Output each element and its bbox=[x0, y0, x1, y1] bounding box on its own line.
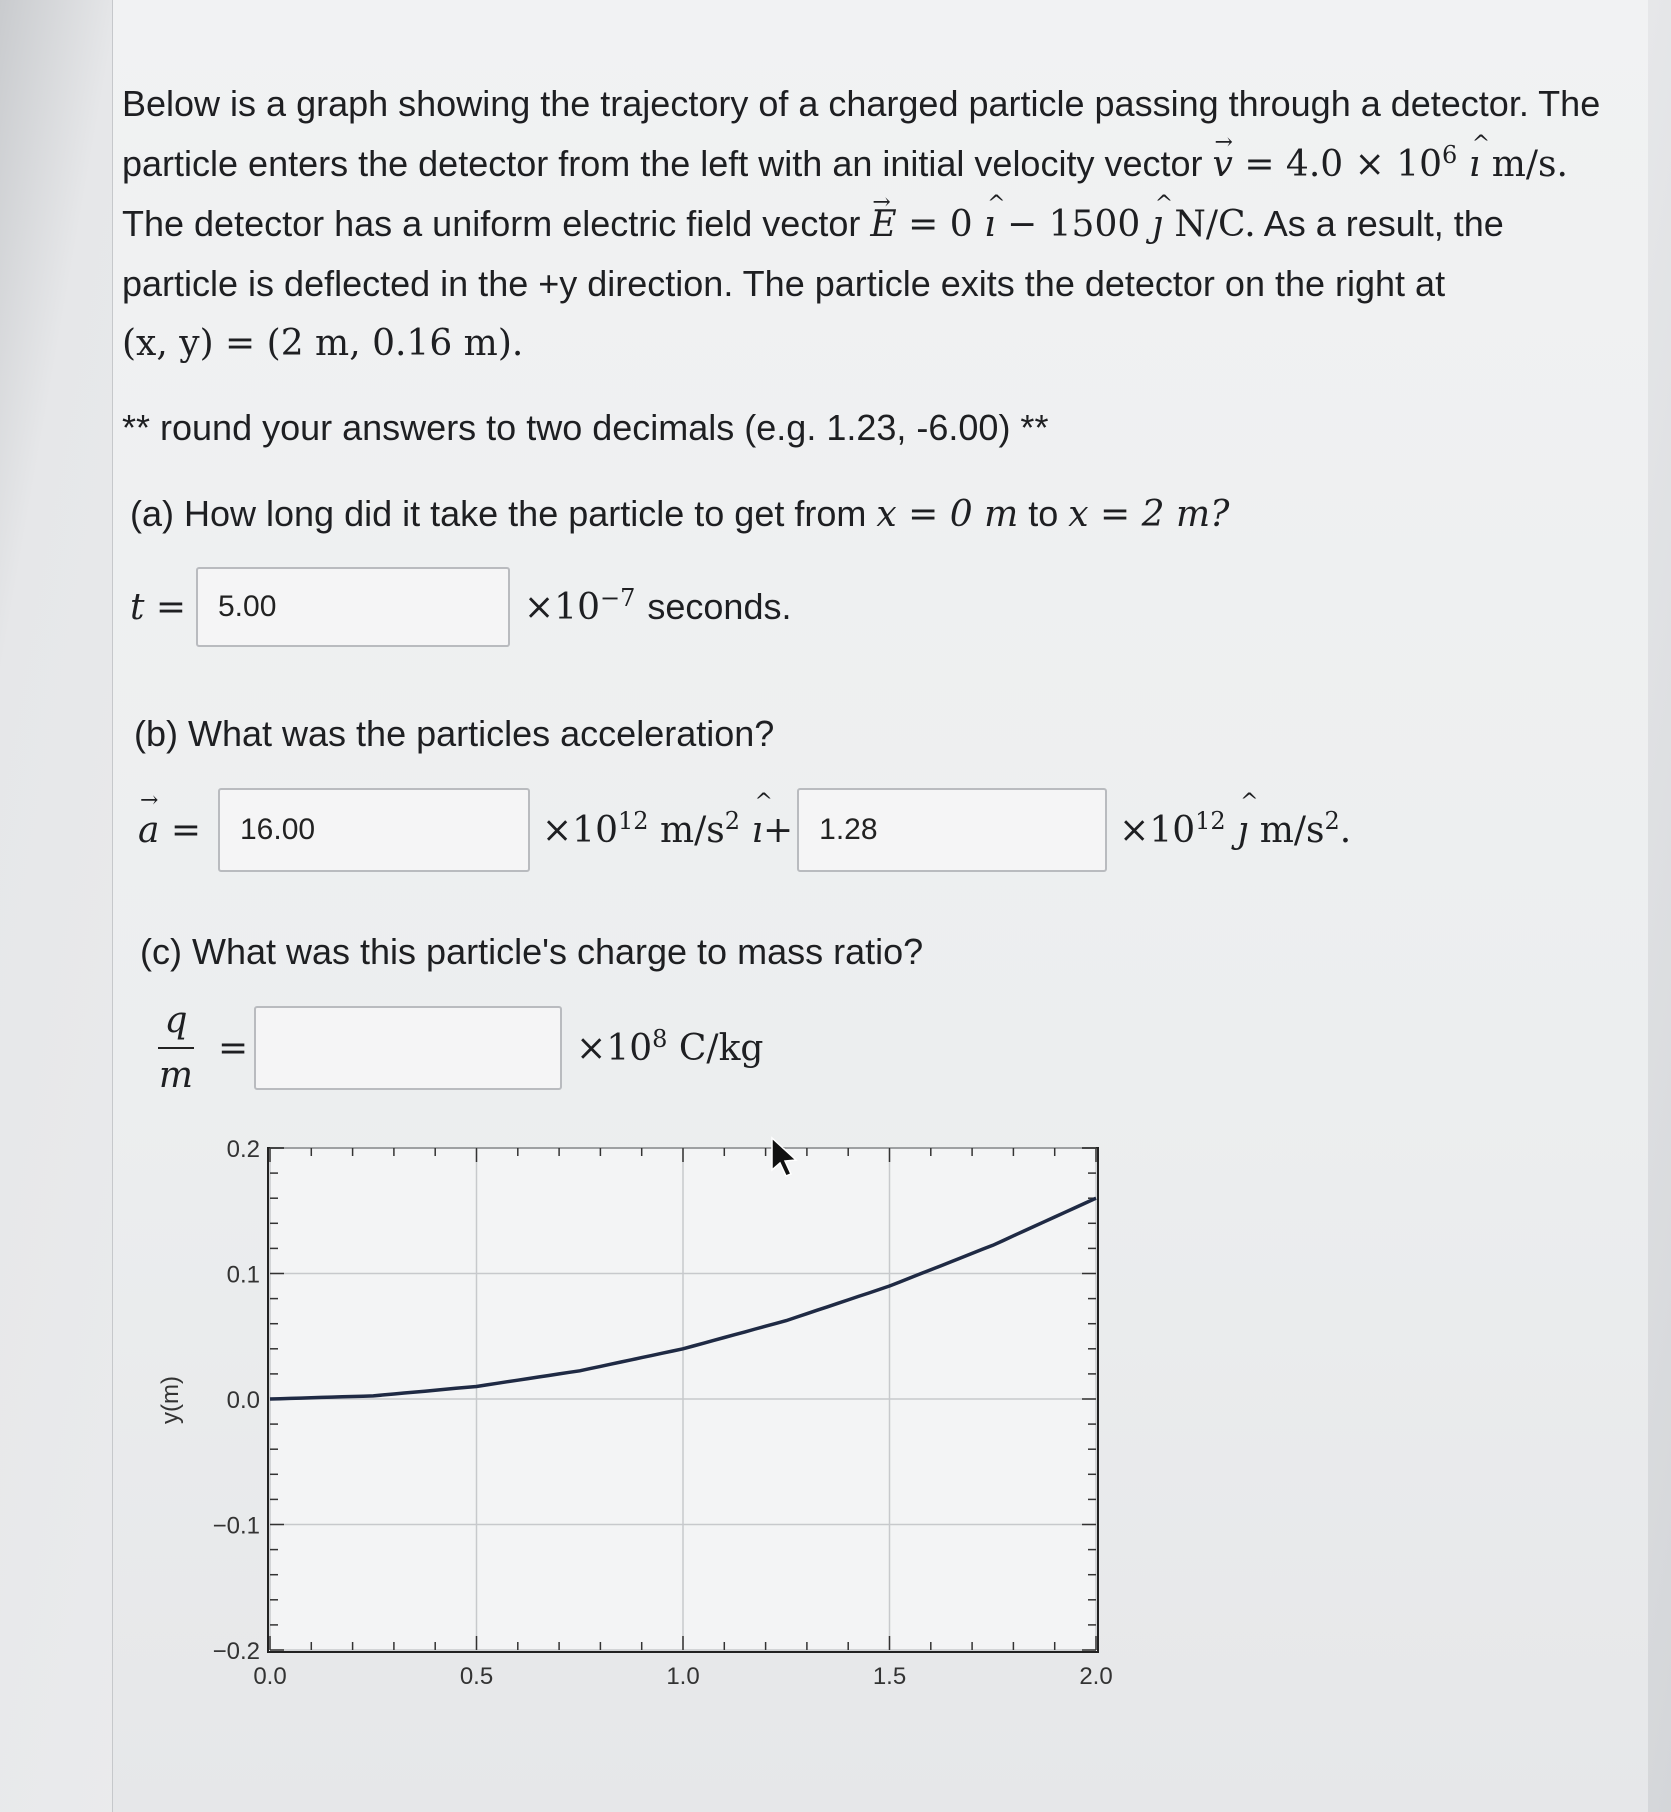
acceleration-y-unit: $\times 10^{12}$ ^ ȷ $m/s^2$. bbox=[1119, 810, 1351, 851]
q-over-m-fraction: $\frac{q}{m}$ bbox=[158, 1000, 194, 1096]
acceleration-y-input[interactable]: 1.28 bbox=[797, 788, 1107, 872]
charge-to-mass-input[interactable] bbox=[254, 1006, 562, 1090]
y-tick-label: 0.2 bbox=[226, 1136, 260, 1163]
problem-line-3 bbox=[122, 194, 1504, 255]
x-tick-label: 2.0 bbox=[1079, 1663, 1113, 1690]
x0-math: x = 0 m bbox=[876, 494, 1019, 535]
y-axis-label: y(m) bbox=[157, 1376, 184, 1424]
part-c-question: (c) What was this particle's charge to mass ratio? bbox=[140, 931, 924, 972]
a-label: → a = bbox=[138, 810, 218, 851]
problem-text: As a result, the bbox=[1263, 203, 1504, 244]
charge-to-mass-unit: $\times 10^8$ C/kg bbox=[576, 1024, 764, 1069]
problem-text: The detector has a uniform electric field vector bbox=[122, 203, 861, 244]
part-b-answer-row bbox=[138, 788, 1351, 872]
part-c-answer-row bbox=[148, 1000, 763, 1096]
problem-line-1 bbox=[122, 74, 1600, 134]
part-a-answer-row bbox=[130, 567, 791, 647]
x-tick-label: 0.5 bbox=[459, 1663, 494, 1690]
y-tick-label: 0.0 bbox=[226, 1387, 260, 1414]
problem-text: Below is a graph showing the trajectory of a charged particle passing through a detector. The bbox=[122, 83, 1601, 124]
rounding-note: ** round your answers to two decimals (e.g. 1.23, -6.00) ** bbox=[122, 407, 1049, 448]
part-b-question: (b) What was the particles acceleration? bbox=[134, 713, 775, 754]
part-a-question: (a) How long did it take the particle to get from x = 0 m to x = 2 m? bbox=[130, 493, 1230, 535]
velocity-equation: → $v = 4.0 \times 10^6$ ^ ı m/s. bbox=[1213, 144, 1568, 185]
x-tick-label: 1.0 bbox=[666, 1663, 700, 1690]
problem-line-2 bbox=[122, 134, 1568, 195]
acceleration-x-unit: $\times 10^{12}$ $m/s^2$ ^ ı+ bbox=[542, 810, 793, 851]
x-tick-label: 1.5 bbox=[872, 1663, 907, 1690]
equals-sign: = bbox=[218, 1027, 249, 1069]
x-tick-label: 0.0 bbox=[253, 1663, 287, 1690]
y-tick-label: 0.1 bbox=[226, 1261, 260, 1289]
t-label: t = bbox=[130, 586, 187, 628]
field-equation: → E = 0 ^ ı − 1500 ^ ȷ N/C. bbox=[870, 204, 1255, 245]
problem-line-4 bbox=[122, 254, 1445, 314]
y-tick-label: −0.2 bbox=[212, 1638, 260, 1665]
y-tick-label: −0.1 bbox=[212, 1512, 260, 1540]
exit-point-equation: (x, y) = (2 m, 0.16 m). bbox=[122, 323, 524, 364]
time-unit: seconds. bbox=[647, 586, 792, 627]
problem-text: particle enters the detector from the left with an initial velocity vector bbox=[122, 143, 1203, 184]
x1-math: x = 2 m? bbox=[1068, 494, 1230, 535]
acceleration-x-input[interactable]: 16.00 bbox=[218, 788, 530, 872]
problem-text: particle is deflected in the +y direction. The particle exits the detector on the right at bbox=[122, 263, 1446, 304]
time-multiplier: $\times 10^{-7}$ bbox=[524, 583, 636, 628]
time-input[interactable]: 5.00 bbox=[196, 567, 510, 647]
